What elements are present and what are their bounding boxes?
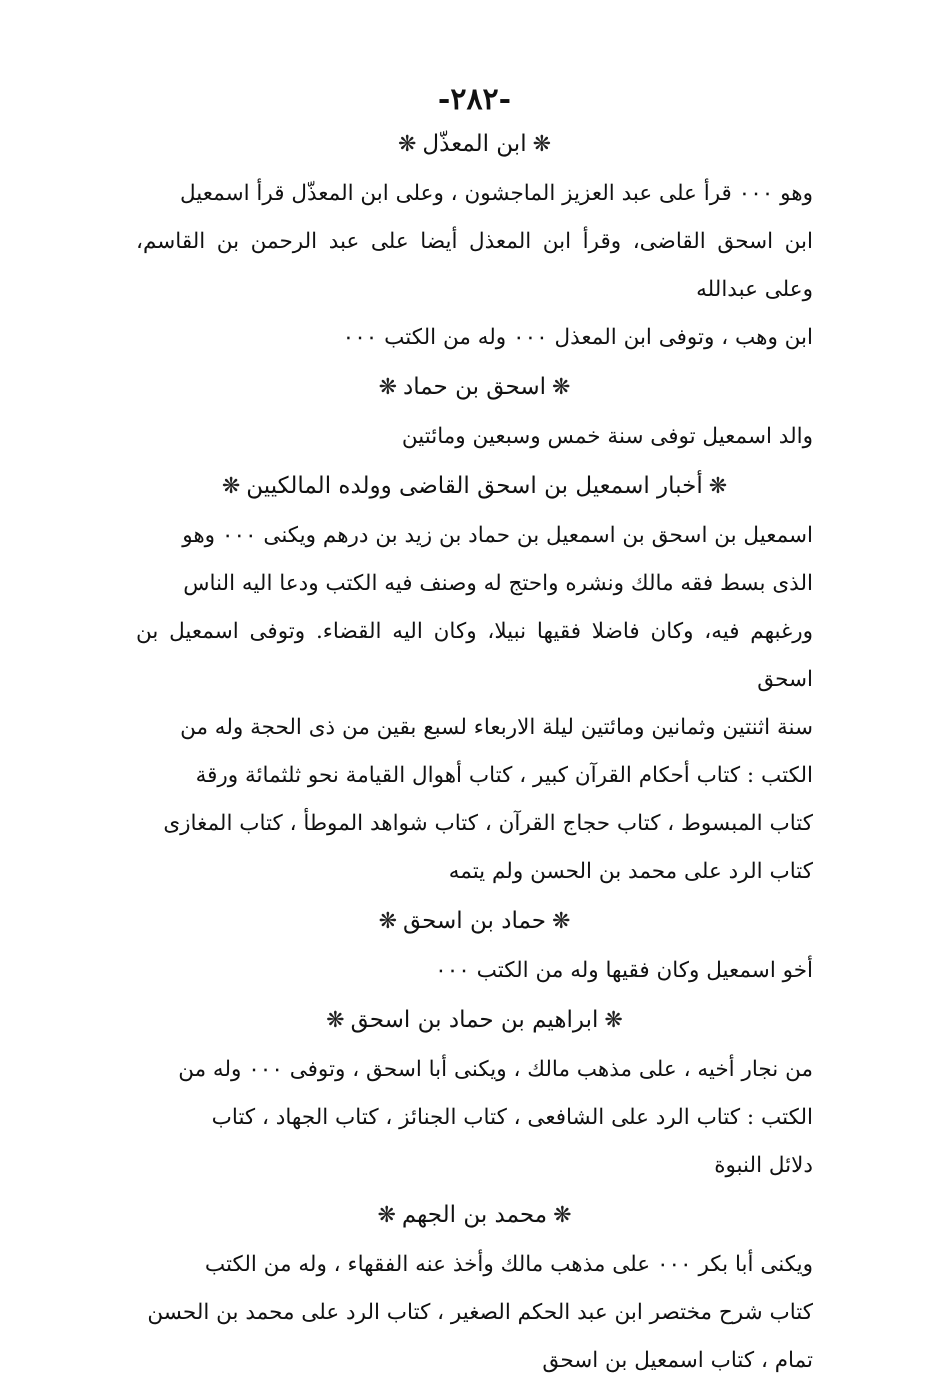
text-line: ورغبهم فيه، وكان فاضلا فقيها نبيلا، وكان اليه القضاء. وتوفى اسمعيل بن اسحق <box>136 619 813 692</box>
section-title <box>136 370 813 405</box>
page-number: -٢٨٢- <box>437 82 512 117</box>
section-title-text: حماد بن اسحق <box>403 908 546 934</box>
ornament-icon: ❋ <box>552 375 571 400</box>
text-line: الكتب : كتاب أحكام القرآن كبير ، كتاب أهوال القيامة نحو ثلثمائة ورقة <box>195 763 813 788</box>
text-line: ويكنى أبا بكر ٠٠٠ على مذهب مالك وأخذ عنه الفقهاء ، وله من الكتب <box>204 1252 813 1277</box>
ornament-icon: ❋ <box>532 132 552 157</box>
text-line: من نجار أخيه ، على مذهب مالك ، ويكنى أبا اسحق ، وتوفى ٠٠٠ وله من <box>178 1057 813 1082</box>
ornament-icon: ❋ <box>378 375 397 400</box>
text-line: اسمعيل بن اسحق بن اسمعيل بن حماد بن زيد بن درهم ويكنى ٠٠٠ وهو <box>182 523 813 548</box>
text-line: كتاب شرح مختصر ابن عبد الحكم الصغير ، كتاب الرد على محمد بن الحسن <box>147 1300 813 1325</box>
text-line: سنة اثنتين وثمانين ومائتين ليلة الاربعاء لسبع بقين من ذى الحجة وله من <box>180 715 813 740</box>
section-title-text: ابراهيم بن حماد بن اسحق <box>350 1007 599 1033</box>
ornament-icon: ❋ <box>708 474 728 499</box>
text-line: أخو اسمعيل وكان فقيها وله من الكتب ٠٠٠ <box>435 958 813 983</box>
text-line: والد اسمعيل توفى سنة خمس وسبعين ومائتين <box>401 424 813 449</box>
ornament-icon: ❋ <box>553 1203 572 1228</box>
text-line: الكتب : كتاب الرد على الشافعى ، كتاب الجنائز ، كتاب الجهاد ، كتاب <box>211 1105 813 1130</box>
section-title-text: محمد بن الجهم <box>401 1202 548 1228</box>
ornament-icon: ❋ <box>378 909 397 934</box>
text-line: دلائل النبوة <box>714 1153 813 1178</box>
text-line: وهو ٠٠٠ قرأ على عبد العزيز الماجشون ، وعلى ابن المعذّل قرأ اسمعيل <box>180 181 813 206</box>
section-title <box>136 469 813 504</box>
ornament-icon: ❋ <box>221 474 241 499</box>
ornament-icon: ❋ <box>604 1008 623 1033</box>
text-line: الذى بسط فقه مالك ونشره واحتج له وصنف فيه الكتب ودعا اليه الناس <box>183 571 813 596</box>
ornament-icon: ❋ <box>326 1008 345 1033</box>
section-title <box>136 1198 813 1233</box>
text-line: تمام ، كتاب اسمعيل بن اسحق <box>542 1348 813 1373</box>
section-title-text: ابن المعذّل <box>422 131 527 157</box>
text-line: ابن اسحق القاضى، وقرأ ابن المعذل أيضا على عبد الرحمن بن القاسم، وعلى عبدالله <box>136 229 813 302</box>
text-line: ابن وهب ، وتوفى ابن المعذل ٠٠٠ وله من الكتب ٠٠٠ <box>342 325 813 350</box>
ornament-icon: ❋ <box>552 909 571 934</box>
ornament-icon: ❋ <box>377 1203 396 1228</box>
section-title-text: اسحق بن حماد <box>403 374 546 400</box>
text-line: كتاب المبسوط ، كتاب حجاج القرآن ، كتاب شواهد الموطأ ، كتاب المغازى <box>163 811 813 836</box>
section-title-text: أخبار اسمعيل بن اسحق القاضى وولده المالكيين <box>246 473 703 499</box>
page-content <box>136 127 813 1385</box>
section-title <box>136 127 813 162</box>
section-title <box>136 904 813 939</box>
section-title <box>136 1003 813 1038</box>
ornament-icon: ❋ <box>397 132 417 157</box>
text-line: كتاب الرد على محمد بن الحسن ولم يتمه <box>448 859 813 884</box>
